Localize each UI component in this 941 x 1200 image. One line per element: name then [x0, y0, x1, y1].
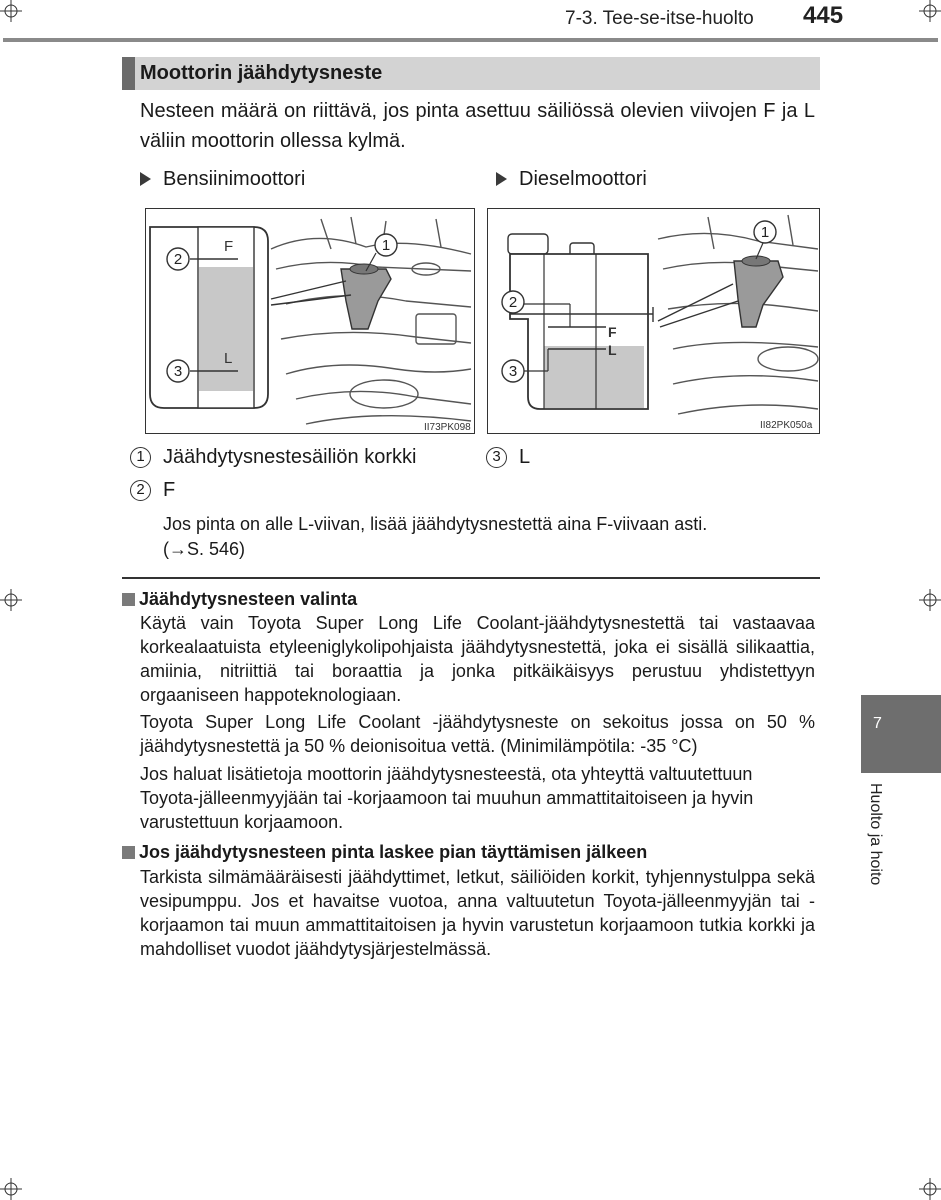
crop-mark-mid-right — [919, 589, 941, 611]
diesel-marker-l: L — [608, 342, 617, 358]
chapter-side-label: Huolto ja hoito — [867, 783, 884, 886]
subsection-paragraph: Toyota Super Long Life Coolant -jäähdytysneste on sekoitus jossa on 50 % jäähdytysnestettä ja 50 % deionisoitua vettä. (Minimilämpötila: -35 °C) — [140, 712, 815, 756]
petrol-marker-l: L — [224, 350, 233, 367]
petrol-callout-3: 3 — [173, 363, 183, 380]
legend-number-3: 3 — [486, 447, 507, 468]
figure-petrol-engine — [145, 208, 475, 434]
figure-label-diesel — [496, 164, 647, 194]
legend-item-3 — [486, 444, 530, 470]
subsection-paragraph: Tarkista silmämääräisesti jäähdyttimet, letkut, säiliöiden korkit, tyhjennystulppa sekä vesipumppu. Jos et havaitse vuotoa, anna valtuutetun Toyota-jälleenmyyjän tai -korjaamon tai muun ammattitaitoisen ja hyvin varustetun korjaamoon tutkia korkki ja mahdolliset vuodot jäähdytysjärjestelmässä. — [140, 867, 815, 959]
diesel-figure-code: II82PK050a — [760, 420, 813, 431]
legend-number-2: 2 — [130, 480, 151, 501]
legend-text-1: Jäähdytysnestesäiliön korkki — [163, 446, 417, 468]
chapter-tab[interactable] — [861, 695, 941, 773]
crop-mark-bottom-left — [0, 1178, 22, 1200]
subsection-title-text: Jos jäähdytysnesteen pinta laskee pian täyttämisen jälkeen — [139, 842, 648, 862]
subsection-paragraph: Jos haluat lisätietoja moottorin jäähdytysnesteestä, ota yhteyttä valtuutettuun Toyota-jälleenmyyjään tai -korjaamoon tai muuhun ammattitaitoiseen ja hyvin varustettuun korjaamoon. — [140, 764, 754, 832]
subsection-title-text: Jäähdytysnesteen valinta — [139, 589, 358, 609]
triangle-bullet-icon — [140, 172, 151, 186]
petrol-callout-2: 2 — [173, 251, 183, 268]
legend-item-2 — [130, 477, 175, 503]
subsection-level-drop-title — [122, 840, 647, 864]
crop-mark-mid-left — [0, 589, 22, 611]
petrol-engine-illustration — [146, 209, 475, 434]
note-text: Jos pinta on alle L-viivan, lisää jäähdytysnestettä aina F-viivaan asti. — [163, 514, 708, 534]
petrol-figure-code: II73PK098 — [424, 422, 471, 433]
note-reference-link[interactable]: (→S. 546) — [163, 539, 246, 559]
figure-label-diesel-text: Dieselmoottori — [519, 168, 647, 190]
petrol-callout-1: 1 — [381, 237, 391, 254]
section-title: Moottorin jäähdytysneste — [122, 57, 820, 90]
figure-label-petrol — [140, 164, 305, 194]
square-bullet-icon — [122, 846, 135, 859]
diesel-callout-2: 2 — [508, 294, 518, 311]
crop-mark-bottom-right — [919, 1178, 941, 1200]
chapter-title: 7-3. Tee-se-itse-huolto — [565, 8, 754, 29]
section-divider — [122, 577, 820, 579]
figure-label-petrol-text: Bensiinimoottori — [163, 168, 306, 190]
figure-diesel-engine — [487, 208, 820, 434]
subsection-paragraph: Käytä vain Toyota Super Long Life Coolant-jäähdytysnestettä tai vastaavaa korkealaatuista etyleeniglykolipohjaista jäähdytysnestettä, joka ei sisällä silikaattia, amiinia, nitriittiä tai boraattia ja jonka pitkäikäisyys perustuu yhdistettyyn orgaaniseen happoteknologiaan. — [140, 613, 815, 705]
diesel-marker-f: F — [608, 324, 617, 340]
legend-item-1 — [130, 444, 416, 470]
diesel-callout-1: 1 — [760, 224, 770, 241]
header-rule — [3, 38, 938, 42]
diesel-engine-illustration — [488, 209, 820, 434]
crop-mark-top-right — [919, 0, 941, 22]
petrol-marker-f: F — [224, 238, 234, 255]
page-number: 445 — [803, 2, 844, 29]
legend-number-1: 1 — [130, 447, 151, 468]
square-bullet-icon — [122, 593, 135, 606]
section-intro: Nesteen määrä on riittävä, jos pinta asettuu säiliössä olevien viivojen F ja L väliin moottorin ollessa kylmä. — [140, 100, 815, 152]
subsection-coolant-selection-title — [122, 587, 357, 611]
crop-mark-top-left — [0, 0, 22, 22]
triangle-bullet-icon — [496, 172, 507, 186]
legend-text-2: F — [163, 479, 176, 501]
chapter-tab-number: 7 — [873, 715, 882, 732]
legend-text-3: L — [519, 446, 531, 468]
diesel-callout-3: 3 — [508, 363, 518, 380]
